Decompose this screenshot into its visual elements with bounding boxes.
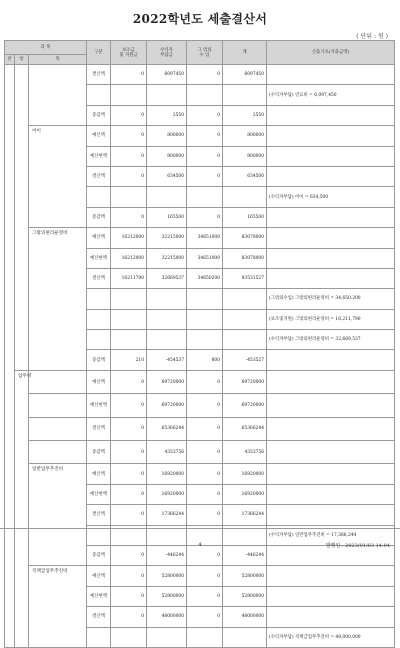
- cell-c3: [187, 289, 223, 309]
- cell-c3: 800: [187, 350, 223, 370]
- cell-c4: 83078000: [223, 248, 267, 268]
- cell-c4: 634500: [223, 166, 267, 186]
- hang-eopmu: 업무비: [15, 370, 29, 647]
- cell-gubun: 예산현액: [87, 586, 111, 606]
- cell-note: [267, 484, 395, 504]
- cell-c4: 83531527: [223, 268, 267, 288]
- cell-c2: 32215000: [147, 248, 187, 268]
- cell-c1: 0: [111, 166, 147, 186]
- header-basis: 산출기초(지출금액): [267, 41, 395, 65]
- cell-c3: 34650200: [187, 268, 223, 288]
- table-row: [5, 126, 395, 146]
- cell-c1: [111, 289, 147, 309]
- cell-c3: 0: [187, 484, 223, 504]
- mok-hakgyo: 그밖의편리운영비: [29, 228, 87, 371]
- cell-c3: [187, 627, 223, 647]
- header-hang: 항: [15, 55, 29, 65]
- cell-c1: 0: [111, 65, 147, 85]
- cell-c4: [223, 627, 267, 647]
- cell-gubun: 예산액: [87, 228, 111, 248]
- cell-c4: 48000000: [223, 607, 267, 627]
- table-body: [5, 65, 395, 648]
- cell-note: (수익자부담) 연료비 = 6,097,450: [267, 85, 395, 105]
- cell-gubun: 증감액: [87, 207, 111, 227]
- table-row: [5, 394, 395, 417]
- cell-c3: [187, 330, 223, 350]
- cell-c2: [147, 187, 187, 207]
- cell-note: (보조및지원) 그밖의편리운영비 = 16,211,790: [267, 309, 395, 329]
- cell-c4: 52800000: [223, 586, 267, 606]
- cell-c1: 16211790: [111, 268, 147, 288]
- cell-c4: 4353756: [223, 441, 267, 464]
- cell-gubun: 예산액: [87, 464, 111, 484]
- cell-c4: 800000: [223, 126, 267, 146]
- cell-c2: -454537: [147, 350, 187, 370]
- cell-c1: 0: [111, 126, 147, 146]
- cell-c3: 34651000: [187, 248, 223, 268]
- mok-cell: [29, 65, 87, 126]
- cell-c3: 0: [187, 566, 223, 586]
- cell-note: (수익자부담) 일반업무추진비 = 17,366,244: [267, 525, 395, 545]
- cell-gubun: [87, 309, 111, 329]
- cell-c4: 17366244: [223, 505, 267, 525]
- cell-c3: 0: [187, 464, 223, 484]
- cell-c1: 0: [111, 545, 147, 565]
- gwan-cell: [5, 65, 15, 648]
- cell-c3: 0: [187, 586, 223, 606]
- mok-cell: [29, 394, 87, 417]
- cell-c3: [187, 85, 223, 105]
- cell-c4: [223, 85, 267, 105]
- cell-c1: 0: [111, 464, 147, 484]
- cell-gubun: 증감액: [87, 545, 111, 565]
- cell-c4: 52800000: [223, 566, 267, 586]
- cell-note: [267, 207, 395, 227]
- cell-c1: [111, 309, 147, 329]
- cell-gubun: [87, 289, 111, 309]
- cell-gubun: 결산액: [87, 505, 111, 525]
- cell-c3: 0: [187, 207, 223, 227]
- cell-c3: 0: [187, 105, 223, 125]
- settlement-table: [4, 40, 395, 648]
- cell-note: [267, 350, 395, 370]
- cell-c2: 800000: [147, 146, 187, 166]
- cell-note: [267, 65, 395, 85]
- cell-gubun: [87, 85, 111, 105]
- table-row: [5, 370, 395, 393]
- cell-gubun: 예산현액: [87, 248, 111, 268]
- cell-c1: [111, 85, 147, 105]
- cell-c1: 0: [111, 566, 147, 586]
- cell-c2: 69720000: [147, 370, 187, 393]
- cell-c2: 6097450: [147, 65, 187, 85]
- cell-c1: [111, 187, 147, 207]
- cell-c2: [147, 85, 187, 105]
- header-gwan: 관: [5, 55, 15, 65]
- cell-c3: 0: [187, 126, 223, 146]
- cell-c2: -446244: [147, 545, 187, 565]
- mok-cell: [29, 370, 87, 393]
- mok-cell: [29, 441, 87, 464]
- header-mok: 목: [29, 55, 87, 65]
- cell-c3: 34651000: [187, 228, 223, 248]
- cell-c3: 0: [187, 505, 223, 525]
- cell-c1: 0: [111, 417, 147, 440]
- cell-c1: 0: [111, 586, 147, 606]
- mok-eo: 어이: [29, 126, 87, 228]
- cell-gubun: 예산액: [87, 566, 111, 586]
- header-total: 계: [223, 41, 267, 65]
- cell-c2: 48000000: [147, 607, 187, 627]
- cell-c2: 52800000: [147, 566, 187, 586]
- cell-c2: 69720000: [147, 394, 187, 417]
- cell-c2: 52800000: [147, 586, 187, 606]
- cell-gubun: 결산액: [87, 607, 111, 627]
- cell-c2: 32669537: [147, 268, 187, 288]
- cell-gubun: 예산현액: [87, 484, 111, 504]
- cell-c2: [147, 309, 187, 329]
- cell-note: [267, 566, 395, 586]
- cell-note: (그밖의수입) 그밖의편리운영비 = 34,650,200: [267, 289, 395, 309]
- cell-c3: 0: [187, 545, 223, 565]
- cell-note: [267, 464, 395, 484]
- table-row: [5, 464, 395, 484]
- cell-gubun: 예산액: [87, 126, 111, 146]
- cell-c2: 16920000: [147, 484, 187, 504]
- table-row: [5, 566, 395, 586]
- cell-c1: 0: [111, 105, 147, 125]
- cell-gubun: 예산액: [87, 370, 111, 393]
- cell-c4: 16920000: [223, 464, 267, 484]
- cell-c2: 65366244: [147, 417, 187, 440]
- cell-note: (수익자부담) 그밖의편리운영비 = 32,669,537: [267, 330, 395, 350]
- page-title: 2022학년도 세출결산서: [132, 12, 268, 26]
- cell-c2: 165500: [147, 207, 187, 227]
- cell-c1: 16212000: [111, 248, 147, 268]
- cell-c1: 0: [111, 607, 147, 627]
- cell-c4: 65366244: [223, 417, 267, 440]
- cell-gubun: [87, 330, 111, 350]
- cell-c4: 2550: [223, 105, 267, 125]
- cell-note: [267, 441, 395, 464]
- cell-c2: 16920000: [147, 464, 187, 484]
- header-gubun: 구분: [87, 41, 111, 65]
- cell-note: [267, 146, 395, 166]
- header-suik: 수익자 부담금: [147, 41, 187, 65]
- cell-c1: 0: [111, 484, 147, 504]
- cell-c4: 69720000: [223, 370, 267, 393]
- cell-gubun: [87, 187, 111, 207]
- cell-c3: 0: [187, 65, 223, 85]
- cell-c4: 83078000: [223, 228, 267, 248]
- cell-c3: [187, 309, 223, 329]
- cell-note: [267, 126, 395, 146]
- cell-c3: 0: [187, 394, 223, 417]
- cell-note: (수익자부담) 어이 = 634,500: [267, 187, 395, 207]
- cell-note: [267, 607, 395, 627]
- cell-c1: [111, 330, 147, 350]
- cell-c1: 0: [111, 441, 147, 464]
- cell-gubun: 예산현액: [87, 394, 111, 417]
- unit-label: ( 단위 : 원 ): [356, 33, 388, 40]
- cell-c2: [147, 627, 187, 647]
- cell-c1: 0: [111, 146, 147, 166]
- cell-c4: 6097450: [223, 65, 267, 85]
- cell-c4: -446244: [223, 545, 267, 565]
- printed-date: 발행일 : 2023/01/03 14:04: [325, 543, 390, 549]
- cell-gubun: 결산액: [87, 268, 111, 288]
- header-kwamok: 과 목: [5, 41, 87, 55]
- cell-c2: 32215000: [147, 228, 187, 248]
- table-row: [5, 228, 395, 248]
- cell-c2: 634500: [147, 166, 187, 186]
- cell-note: [267, 268, 395, 288]
- cell-c4: [223, 289, 267, 309]
- cell-c4: [223, 187, 267, 207]
- cell-c4: 16920000: [223, 484, 267, 504]
- cell-gubun: 결산액: [87, 417, 111, 440]
- cell-c1: 16212000: [111, 228, 147, 248]
- table-row: [5, 441, 395, 464]
- cell-gubun: 결산액: [87, 65, 111, 85]
- cell-gubun: [87, 627, 111, 647]
- cell-note: [267, 105, 395, 125]
- cell-note: [267, 248, 395, 268]
- cell-note: [267, 228, 395, 248]
- cell-gubun: 결산액: [87, 166, 111, 186]
- header-etc: 그 밖의 수 입: [187, 41, 223, 65]
- cell-note: (수익자부담) 직책급업무추진비 = 48,000,000: [267, 627, 395, 647]
- cell-c3: 0: [187, 166, 223, 186]
- page-number: 4: [198, 542, 202, 548]
- footer-divider: [0, 528, 400, 529]
- cell-gubun: 증감액: [87, 441, 111, 464]
- cell-note: [267, 166, 395, 186]
- cell-c3: 0: [187, 146, 223, 166]
- cell-c1: 0: [111, 207, 147, 227]
- mok-cell: [29, 417, 87, 440]
- cell-c1: [111, 627, 147, 647]
- cell-c3: 0: [187, 417, 223, 440]
- header-bojo: 보조금 및 지원금: [111, 41, 147, 65]
- mok-jikchaek: 직책급업무추진비: [29, 566, 87, 648]
- cell-c3: 0: [187, 370, 223, 393]
- cell-note: [267, 586, 395, 606]
- cell-c1: 0: [111, 505, 147, 525]
- cell-c2: 17366244: [147, 505, 187, 525]
- cell-c3: 0: [187, 607, 223, 627]
- cell-c4: 800000: [223, 146, 267, 166]
- cell-c4: [223, 330, 267, 350]
- cell-c2: [147, 289, 187, 309]
- mok-ilban: 일반업무추진비: [29, 464, 87, 566]
- cell-gubun: 증감액: [87, 350, 111, 370]
- cell-c2: 4353756: [147, 441, 187, 464]
- cell-c1: 210: [111, 350, 147, 370]
- cell-c2: [147, 330, 187, 350]
- table-row: [5, 65, 395, 85]
- cell-c2: 2550: [147, 105, 187, 125]
- table-row: [5, 417, 395, 440]
- cell-gubun: 예산현액: [87, 146, 111, 166]
- cell-c4: 165500: [223, 207, 267, 227]
- cell-c2: 800000: [147, 126, 187, 146]
- cell-c4: [223, 309, 267, 329]
- cell-note: [267, 394, 395, 417]
- cell-c4: 69720000: [223, 394, 267, 417]
- cell-gubun: 증감액: [87, 105, 111, 125]
- cell-note: [267, 370, 395, 393]
- cell-note: [267, 417, 395, 440]
- cell-c4: -453527: [223, 350, 267, 370]
- hang-cell: [15, 65, 29, 371]
- cell-c1: 0: [111, 394, 147, 417]
- cell-c1: 0: [111, 370, 147, 393]
- cell-note: [267, 505, 395, 525]
- cell-c3: 0: [187, 441, 223, 464]
- cell-c3: [187, 187, 223, 207]
